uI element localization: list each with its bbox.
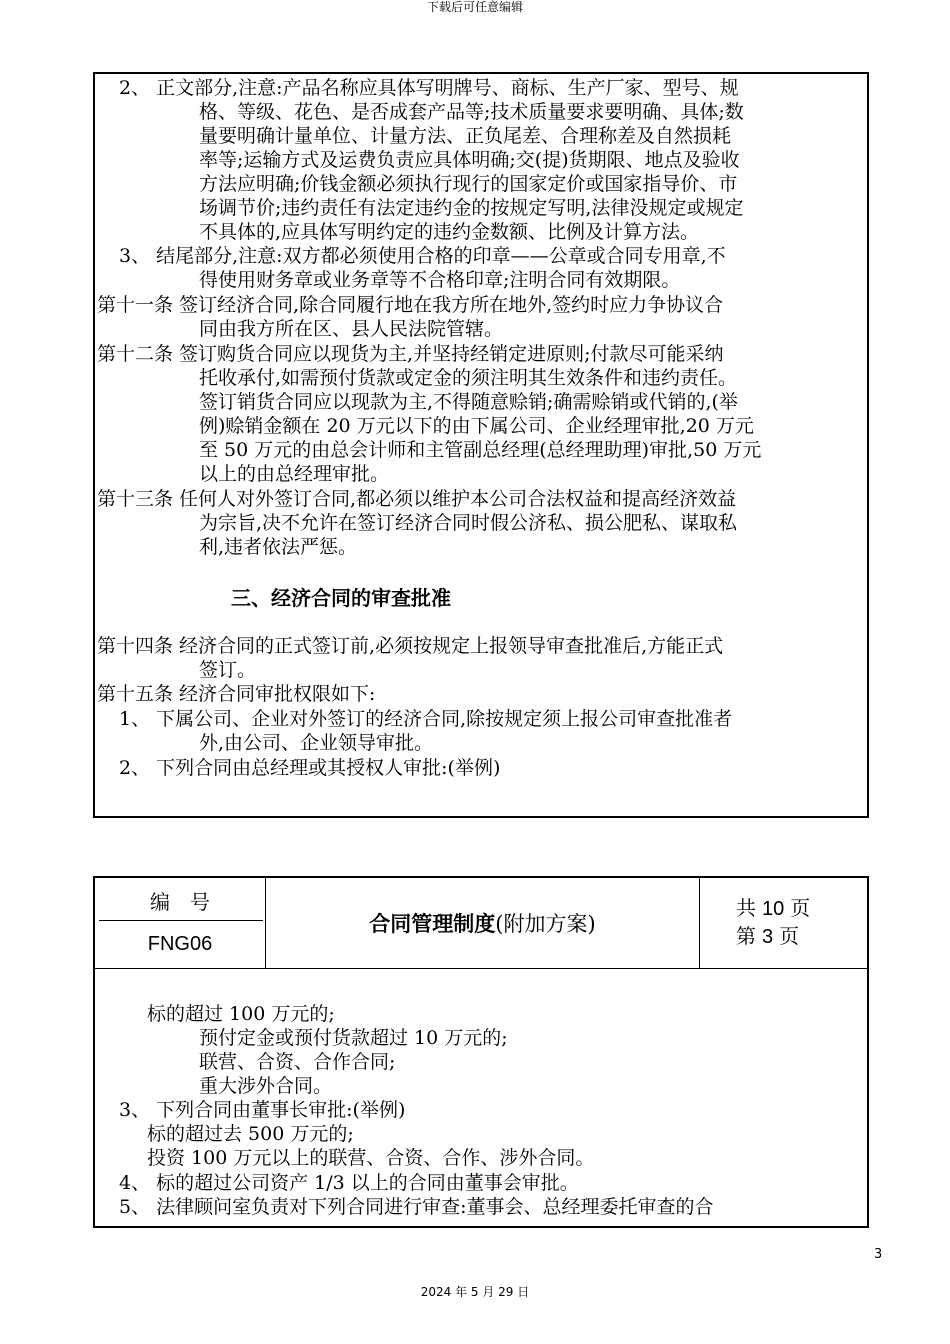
text-line: 3、 结尾部分,注意:双方都必须使用合格的印章——公章或合同专用章,不 xyxy=(119,245,726,267)
text-line: 第十二条 签订购货合同应以现货为主,并坚持经销定进原则;付款尽可能采纳 xyxy=(97,343,724,365)
total-pages xyxy=(736,896,810,921)
header-divider xyxy=(99,920,263,921)
code-value: FNG06 xyxy=(147,933,213,955)
section-heading: 三、经济合同的审查批准 xyxy=(231,586,451,610)
text-line: 签订销货合同应以现款为主,不得随意赊销;确需赊销或代销的,(举 xyxy=(199,391,738,413)
text-line: 同由我方所在区、县人民法院管辖。 xyxy=(199,318,504,340)
content-box-lower xyxy=(93,876,869,1228)
total-pages-prefix: 共 xyxy=(736,896,756,920)
title-suffix: (附加方案) xyxy=(495,912,596,936)
text-line: 第十五条 经济合同审批权限如下: xyxy=(97,683,376,705)
current-page xyxy=(736,924,799,949)
total-pages-value: 10 xyxy=(762,898,785,920)
content-box-upper xyxy=(93,72,869,818)
text-line: 第十三条 任何人对外签订合同,都必须以维护本公司合法权益和提高经济效益 xyxy=(97,488,737,510)
text-line: 第十一条 签订经济合同,除合同履行地在我方所在地外,签约时应力争协议合 xyxy=(97,294,724,316)
text-line: 2、 下列合同由总经理或其授权人审批:(举例) xyxy=(119,757,501,779)
document-header xyxy=(95,878,867,969)
text-line: 方法应明确;价钱金额必须执行现行的国家定价或国家指导价、市 xyxy=(199,173,738,195)
total-pages-suffix: 页 xyxy=(790,896,811,920)
text-line: 联营、合资、合作合同; xyxy=(199,1051,396,1073)
text-line: 得使用财务章或业务章等不合格印章;注明合同有效期限。 xyxy=(199,269,681,291)
current-page-prefix: 第 xyxy=(736,924,756,948)
text-line: 为宗旨,决不允许在签订经济合同时假公济私、损公肥私、谋取私 xyxy=(199,512,738,534)
text-line: 不具体的,应具体写明约定的违约金数额、比例及计算方法。 xyxy=(199,221,700,243)
text-line: 利,违者依法严惩。 xyxy=(199,536,358,558)
text-line: 格、等级、花色、是否成套产品等;技术质量要求要明确、具体;数 xyxy=(199,101,744,123)
text-line: 标的超过去 500 万元的; xyxy=(147,1123,354,1145)
page-number: 3 xyxy=(874,1247,883,1262)
text-line: 外,由公司、企业领导审批。 xyxy=(199,732,434,754)
text-line: 预付定金或预付货款超过 10 万元的; xyxy=(199,1027,508,1049)
text-line: 2、 正文部分,注意:产品名称应具体写明牌号、商标、生产厂家、型号、规 xyxy=(119,77,739,99)
title-main: 合同管理制度 xyxy=(369,912,496,936)
text-line: 重大涉外合同。 xyxy=(199,1075,333,1097)
text-line: 3、 下列合同由董事长审批:(举例) xyxy=(119,1099,406,1121)
text-line: 签订。 xyxy=(199,659,257,681)
text-line: 场调节价;违约责任有法定违约金的按规定写明,法律没规定或规定 xyxy=(199,197,744,219)
footer-date: 2024 年 5 月 29 日 xyxy=(420,1285,530,1299)
text-line: 至 50 万元的由总会计师和主管副总经理(总经理助理)审批,50 万元 xyxy=(199,439,762,461)
text-line: 投资 100 万元以上的联营、合资、合作、涉外合同。 xyxy=(147,1147,595,1169)
text-line: 量要明确计量单位、计量方法、正负尾差、合理称差及自然损耗 xyxy=(199,125,732,147)
page-count-cell xyxy=(699,878,868,968)
current-page-value: 3 xyxy=(762,926,774,948)
text-line: 1、 下属公司、企业对外签订的经济合同,除按规定须上报公司审查批准者 xyxy=(119,708,733,730)
text-line: 率等;运输方式及运费负责应具体明确;交(提)货期限、地点及验收 xyxy=(199,149,740,171)
code-label: 编 号 xyxy=(150,890,210,914)
text-line: 托收承付,如需预付货款或定金的须注明其生效条件和违约责任。 xyxy=(199,367,738,389)
text-line: 5、 法律顾问室负责对下列合同进行审查:董事会、总经理委托审查的合 xyxy=(119,1196,714,1218)
top-note: 下载后可任意编辑 xyxy=(426,0,523,14)
text-line: 第十四条 经济合同的正式签订前,必须按规定上报领导审查批准后,方能正式 xyxy=(97,635,724,657)
text-line: 4、 标的超过公司资产 1/3 以上的合同由董事会审批。 xyxy=(119,1172,579,1194)
text-line: 以上的由总经理审批。 xyxy=(199,463,390,485)
document-code-cell xyxy=(95,878,266,968)
text-line: 例)赊销金额在 20 万元以下的由下属公司、企业经理审批,20 万元 xyxy=(199,415,754,437)
text-line: 标的超过 100 万元的; xyxy=(147,1003,335,1025)
document-title xyxy=(266,878,699,968)
current-page-suffix: 页 xyxy=(779,924,800,948)
